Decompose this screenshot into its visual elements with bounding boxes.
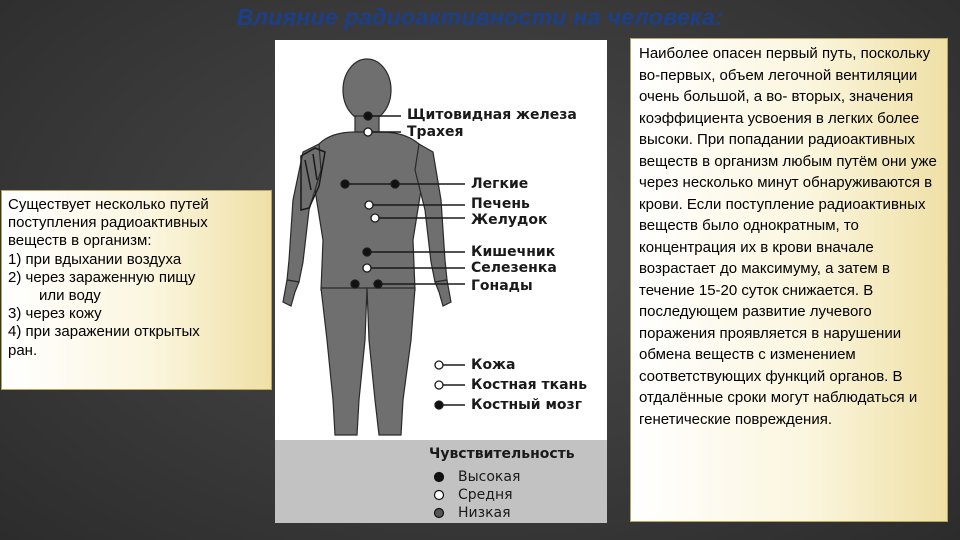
marker-bone-marrow — [435, 401, 443, 409]
marker-stomach — [371, 214, 379, 222]
entry-path-item-continued: ран. — [8, 341, 38, 359]
entry-paths-line: веществ в организм: — [8, 232, 152, 250]
entry-path-item: 1) при вдыхании воздуха — [8, 250, 182, 268]
marker-spleen — [363, 264, 371, 272]
legend-label-high: Высокая — [458, 469, 521, 485]
legend-label-medium: Средня — [458, 487, 513, 503]
organ-label-intestine: Кишечник — [471, 244, 556, 260]
marker-trachea — [364, 128, 372, 136]
organ-label-lungs: Легкие — [471, 176, 529, 192]
marker-lungs — [341, 180, 349, 188]
entry-path-item: 3) через кожу — [8, 305, 102, 323]
organ-label-thyroid: Щитовидная железа — [407, 107, 577, 123]
marker-bone — [435, 381, 443, 389]
organ-label-bone: Костная ткань — [471, 377, 588, 393]
organ-label-liver: Печень — [471, 196, 530, 212]
body-figure — [275, 40, 607, 523]
entry-path-item: 4) при заражении открытых — [8, 323, 200, 341]
organ-label-gonads: Гонады — [471, 278, 533, 294]
slide-title: Влияние радиоактивности на человека: — [236, 4, 724, 30]
sensitivity-legend — [275, 440, 607, 523]
organ-label-trachea: Трахея — [407, 124, 464, 140]
marker-intestine — [363, 248, 371, 256]
entry-paths-box — [1, 190, 272, 390]
explanation-text: Наиболее опасен первый путь, поскольку во-первых, объем легочной вентиляции очень большой, а во- вторых, значения коэффициента усвоения в легких более высоки. При попадании радиоактивных веществ в организм любым путём они уже через несколько минут обнаруживаются в крови. Если поступление радиоактивных веществ было однократным, то концентрация их в крови вначале возрастает до максимуму, а затем в течение 15-20 суток снижается. В последующем развитие лучевого поражения проявляется в нарушении обмена веществ с изменением соответствующих функций органов. В отдалённые сроки могут наблюдаться и генетические повреждения. — [639, 45, 937, 428]
organ-label-skin: Кожа — [471, 357, 516, 373]
entry-paths-line: Существует несколько путей — [8, 196, 209, 213]
entry-path-item-continued: или воду — [39, 287, 101, 305]
legend-dot-low — [435, 509, 444, 518]
marker-gonads — [374, 280, 382, 288]
legend-dot-medium — [435, 491, 444, 500]
marker-liver — [365, 201, 373, 209]
legend-title: Чувствительность — [429, 446, 575, 462]
marker-lungs — [391, 180, 399, 188]
marker-thyroid — [364, 112, 372, 120]
entry-paths-line: поступления радиоактивных — [8, 214, 208, 232]
marker-skin — [435, 361, 443, 369]
legend-label-low: Низкая — [458, 505, 511, 521]
organ-label-spleen: Селезенка — [471, 260, 557, 276]
legend-dot-high — [435, 473, 444, 482]
organ-label-bone-marrow: Костный мозг — [471, 397, 583, 413]
entry-path-item: 2) через зараженную пищу — [8, 268, 196, 286]
legend-markers — [275, 440, 607, 523]
marker-gonads — [351, 280, 359, 288]
organ-label-stomach: Желудок — [471, 212, 548, 228]
explanation-box — [630, 38, 948, 522]
